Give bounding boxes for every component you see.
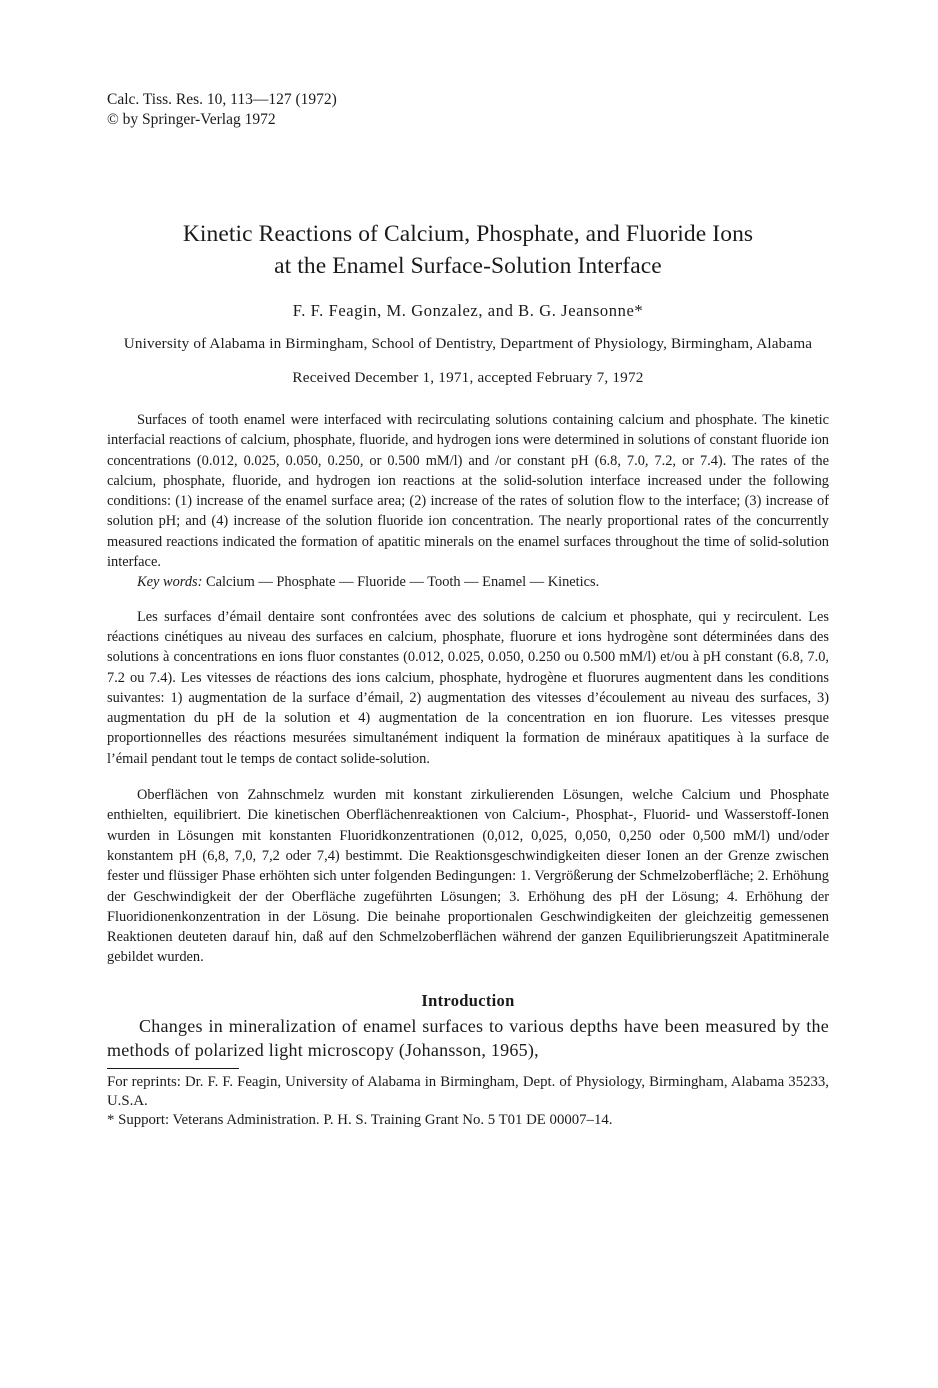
abstract-english: Surfaces of tooth enamel were interfaced with recirculating solutions containing calcium and phosphate. The kinetic interfacial reactions of calcium, phosphate, fluoride, and hydrogen ions were determined in solutions of constant fluoride ion concentrations (0.012, 0.025, 0.050, 0.250, or 0.500 mM/l) and /or constant pH (6.8, 7.0, 7.2, or 7.4). The rates of the calcium, phosphate, fluoride, and hydrogen ion reactions at the solid-solution interface increased under the following conditions: (1) increase of the enamel surface area; (2) increase of the rates of solution flow to the interface; (3) increase of solution pH; and (4) increase of the solution fluoride ion concentration. The nearly proportional rates of the concurrently measured reactions indicated the formation of apatitic minerals on the enamel surfaces throughout the time of solid-solution interface. [107, 412, 829, 571]
journal-copyright: © by Springer-Verlag 1972 [107, 111, 276, 128]
footnote-support: * Support: Veterans Administration. P. H. S. Training Grant No. 5 T01 DE 00007–14. [107, 1111, 613, 1128]
keywords-label: Key words: [137, 574, 203, 591]
abstract-german: Oberflächen von Zahnschmelz wurden mit konstant zirkulierenden Lösungen, welche Calcium und Phosphate enthielten, equilibriert. Die kinetischen Oberflächenreaktionen von Calcium-, Phosphat-, Fluorid- und Wasserstoff-Ionen wurden in Lösungen mit konstanten Fluoridkonzentrationen (0,012, 0,025, 0,050, 0,250 oder 0,500 mM/l) und/oder konstantem pH (6,8, 7,0, 7,2 oder 7,4) bestimmt. Die Reaktionsgeschwindigkeiten dieser Ionen an der Grenze zwischen fester und flüssiger Phase erhöhten sich unter folgenden Bedingungen: 1. Vergrößerung der Schmelzoberfläche; 2. Erhöhung der Geschwindigkeit der der Oberfläche zugeführten Lösungen; 3. Erhöhung des pH der Lösung; 4. Erhöhung der Fluoridionenkonzentration in der Lösung. Die beinahe proportionalen Geschwindigkeiten der gleichzeitig gemessenen Reaktionen deuteten darauf hin, daß auf den Schmelzoberflächen während der ganzen Equilibrierungszeit Apatitminerale gebildet wurden. [107, 787, 829, 966]
title-line-2: at the Enamel Surface-Solution Interface [274, 253, 662, 279]
footnote-reprints: For reprints: Dr. F. F. Feagin, University of Alabama in Birmingham, Dept. of Physiology, Birmingham, Alabama 35233, U.S.A. [107, 1073, 829, 1109]
journal-citation: Calc. Tiss. Res. 10, 113—127 (1972) [107, 91, 337, 108]
introduction-text: Changes in mineralization of enamel surfaces to various depths have been measured by the methods of polarized light microscopy (Johansson, 1965), [107, 1015, 829, 1060]
section-heading-introduction: Introduction [421, 990, 515, 1010]
affiliation: University of Alabama in Birmingham, School of Dentistry, Department of Physiology, Birmingham, Alabama [123, 335, 813, 352]
authors: F. F. Feagin, M. Gonzalez, and B. G. Jeansonne* [292, 301, 644, 320]
footnotes [107, 1073, 829, 1130]
keywords [107, 572, 829, 592]
title-line-1: Kinetic Reactions of Calcium, Phosphate, and Fluoride Ions [182, 221, 754, 247]
paper-page [107, 90, 829, 1130]
keywords-text: Calcium — Phosphate — Fluoride — Tooth — Enamel — Kinetics. [206, 574, 600, 591]
journal-info [107, 90, 829, 130]
paper-title [107, 218, 829, 282]
abstract-french: Les surfaces d’émail dentaire sont confrontées avec des solutions de calcium et phosphate, qui y recirculent. Les réactions cinétiques au niveau des surfaces en calcium, phosphate, fluorure et ions hydrogène sont déterminées dans des solutions à concentrations en ions fluor constantes (0.012, 0.025, 0.050, 0.250 ou 0.500 mM/l) et/ou à pH constant (6.8, 7.0, 7.2 ou 7.4). Les vitesses de réactions des ions calcium, phosphate, hydrogène et fluorures augmentent dans les conditions suivantes: 1) augmentation de la surface d’émail, 2) augmentation des vitesses d’écoulement au niveau des surfaces, 3) augmentation du pH de la solution et 4) augmentation de la concentration en ion fluorure. Les vitesses presque proportionnelles des réactions mesurées simultanément indiquent la formation de minéraux apatitiques à la surface de l’émail pendant tout le temps de contact solide-solution. [107, 608, 829, 767]
footnote-divider [107, 1068, 239, 1069]
received-date: Received December 1, 1971, accepted February 7, 1972 [292, 369, 644, 386]
